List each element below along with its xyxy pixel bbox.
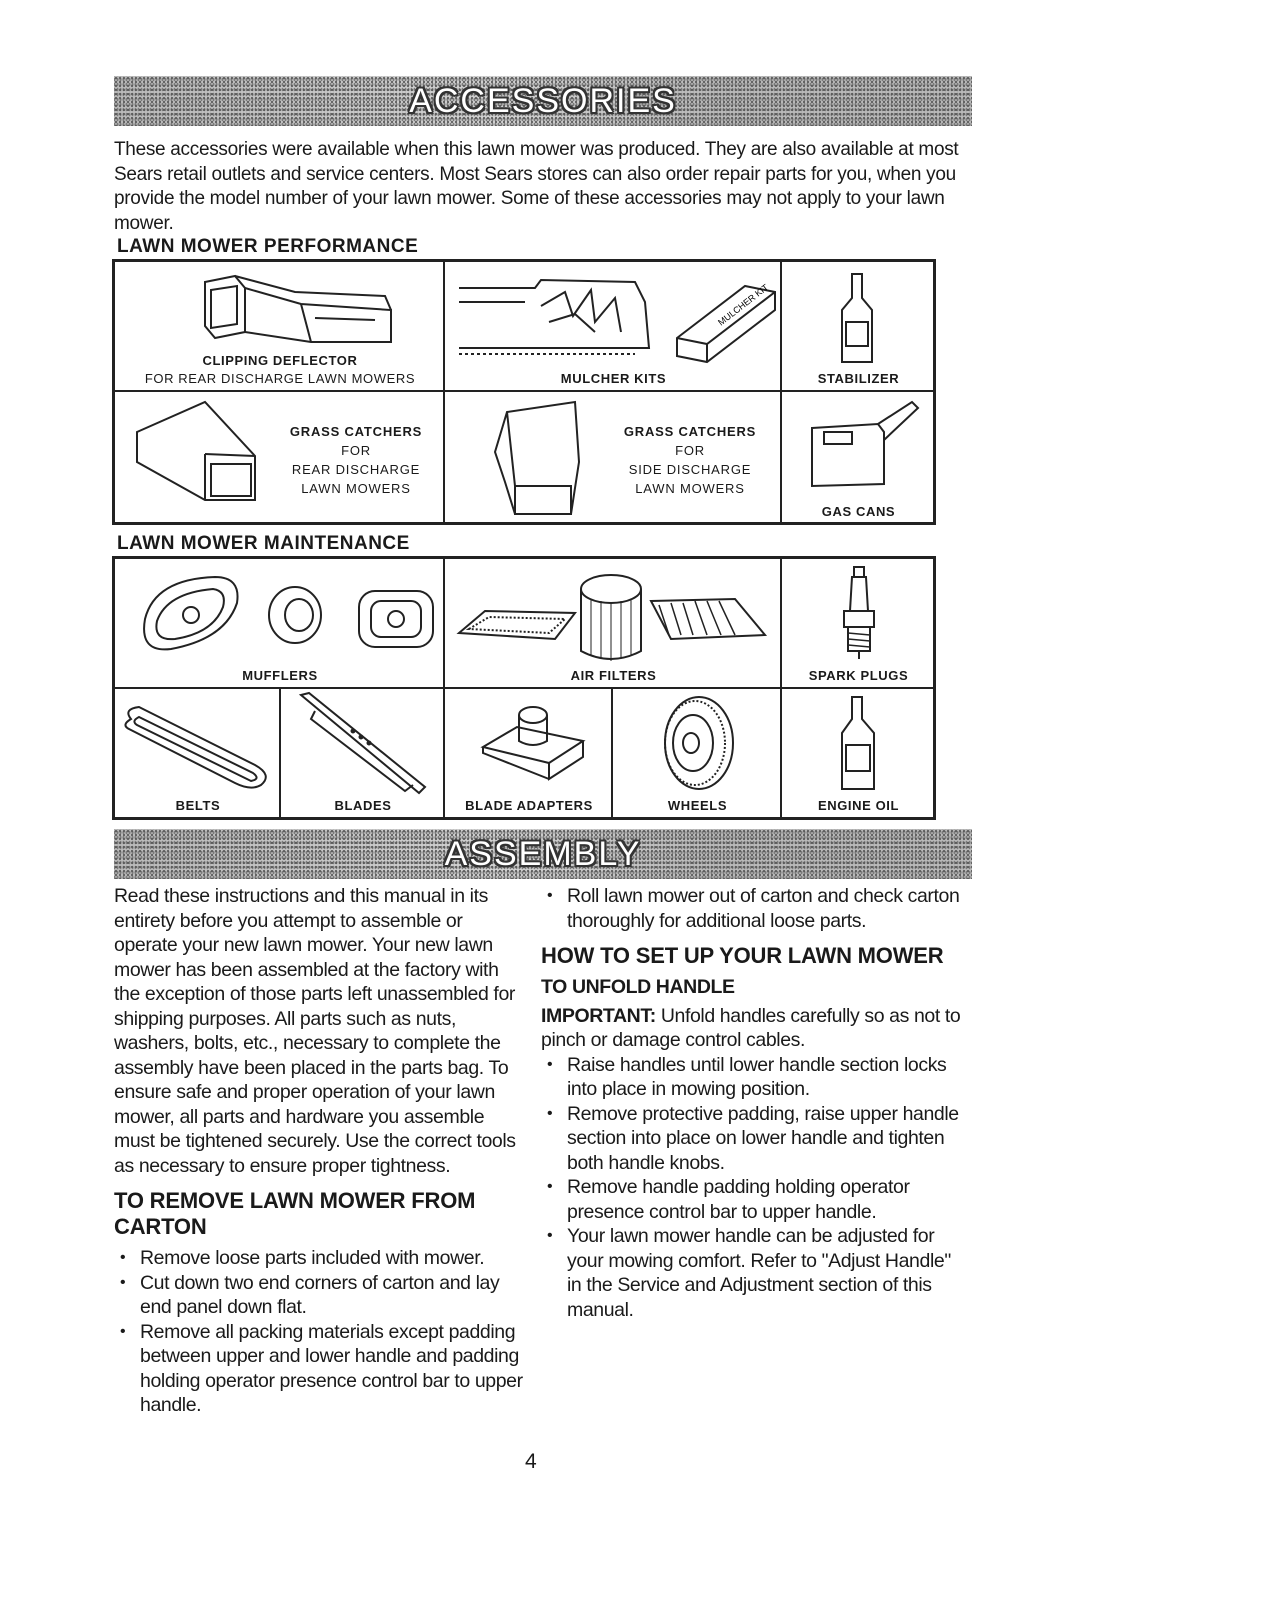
list-item: • Roll lawn mower out of carton and check carton thoroughly for additional loose parts. [541,884,966,933]
assembly-right-column [541,884,966,1322]
mufflers-cell [114,558,444,688]
list-item: • Cut down two end corners of carton and lay end panel down flat. [114,1271,528,1320]
belts-label: BELTS [175,798,221,813]
assembly-left-column [114,884,528,1418]
setup-heading: HOW TO SET UP YOUR LAWN MOWER [541,943,944,968]
performance-grid [112,259,936,525]
important-label: IMPORTANT: [541,1004,656,1027]
spark-plugs-cell [781,558,934,688]
wheels-label: WHEELS [667,798,728,813]
grass-rear-line1: GRASS CATCHERS [289,424,423,439]
belts-cell [114,688,280,818]
accessories-banner [114,76,972,126]
wheels-cell [612,688,781,818]
blades-label: BLADES [334,798,392,813]
engine-oil-label: ENGINE OIL [817,798,900,813]
list-item: • Remove all packing materials except padding between upper and lower handle and padding holding operator presence control bar to upper handle. [114,1320,528,1418]
performance-heading: LAWN MOWER PERFORMANCE [117,236,419,257]
air-filters-cell [444,558,781,688]
engine-oil-cell [781,688,934,818]
grass-rear-cell [114,391,444,523]
mulcher-kits-cell [444,261,781,391]
page-number: 4 [525,1450,537,1473]
mufflers-label: MUFFLERS [242,668,318,683]
accessories-intro: These accessories were available when this lawn mower was produced. They are also available at most Sears retail outlets and service centers. Most Sears stores can also order repair parts for you, when you provide the model number of your lawn mower. Some of these accessories may not apply to your lawn mower. [114,139,959,234]
stabilizer-cell [781,261,934,391]
list-item: • Remove handle padding holding operator presence control bar to upper handle. [541,1175,966,1224]
unfold-steps-list [541,1053,966,1323]
stabilizer-label: STABILIZER [817,371,900,386]
grass-side-cell [444,391,781,523]
gas-cans-cell [781,391,934,523]
important-note [541,1004,966,1053]
air-filters-label: AIR FILTERS [570,668,657,683]
blade-adapters-label: BLADE ADAPTERS [465,798,593,813]
spark-plugs-label: SPARK PLUGS [808,668,909,683]
list-item: • Remove loose parts included with mower. [114,1246,528,1271]
grass-side-line4: LAWN MOWERS [635,481,745,496]
blades-cell [280,688,444,818]
list-item: • Remove protective padding, raise upper handle section into place on lower handle and tighten both handle knobs. [541,1102,966,1176]
remove-from-carton-heading: TO REMOVE LAWN MOWER FROM CARTON [114,1188,476,1239]
mulcher-box-text: MULCHER KIT [716,282,771,328]
list-item: • Your lawn mower handle can be adjusted for your mowing comfort. Refer to "Adjust Handle" in the Service and Adjustment section of this manual. [541,1224,966,1322]
assembly-intro: Read these instructions and this manual in its entirety before you attempt to assemble or operate your new lawn mower. Your new lawn mower has been assembled at the factory with the exception of those parts left unassembled for shipping purposes. All parts such as nuts, washers, bolts, etc., necessary to complete the assembly have been placed in the parts bag. To ensure safe and proper operation of your lawn mower, all parts and hardware you assemble must be tightened securely. Use the correct tools as necessary to ensure proper tightness. [114,885,516,1177]
grass-side-line2: FOR [675,443,705,458]
unfold-handle-heading: TO UNFOLD HANDLE [541,976,735,998]
grass-rear-line4: LAWN MOWERS [301,481,411,496]
grass-side-text [605,422,775,498]
assembly-title: ASSEMBLY [444,834,642,873]
clipping-deflector-cell [114,261,444,391]
gas-cans-label: GAS CANS [821,504,896,519]
clipping-deflector-label: CLIPPING DEFLECTOR [202,353,358,368]
important-text: Unfold handles carefully so as not to pinch or damage control cables. [541,1004,961,1051]
blade-adapters-cell [444,688,612,818]
accessories-title: ACCESSORIES [409,81,677,120]
mulcher-kits-label: MULCHER KITS [560,371,667,386]
remove-steps-continued [541,884,966,933]
grass-rear-line3: REAR DISCHARGE [291,462,421,477]
grass-side-line3: SIDE DISCHARGE [628,462,752,477]
list-item: • Raise handles until lower handle section locks into place in mowing position. [541,1053,966,1102]
grass-side-line1: GRASS CATCHERS [623,424,757,439]
assembly-banner [114,829,972,879]
grass-rear-line2: FOR [341,443,371,458]
maintenance-heading: LAWN MOWER MAINTENANCE [117,533,410,554]
remove-steps-list [114,1246,528,1418]
grass-rear-text [281,422,431,498]
clipping-deflector-sublabel: FOR REAR DISCHARGE LAWN MOWERS [144,371,416,386]
maintenance-grid [112,556,936,820]
